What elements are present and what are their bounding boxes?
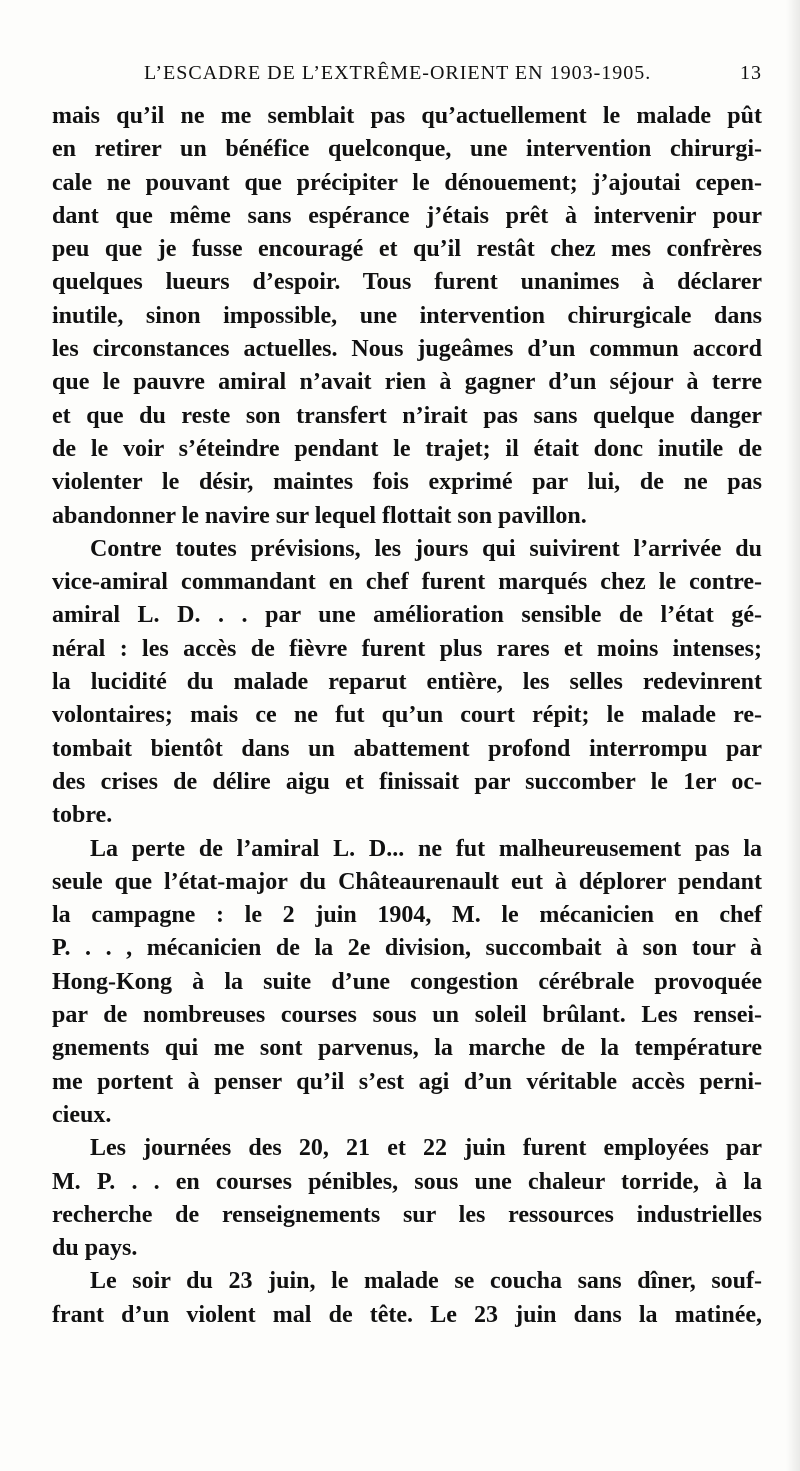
text-line: Le soir du 23 juin, le malade se coucha sans dîner, souf- <box>90 1268 762 1295</box>
text-line: peu que je fusse encouragé et qu’il restât chez mes confrères <box>52 236 762 263</box>
text-line: P. . . , mécanicien de la 2e division, succombait à son tour à <box>52 935 762 962</box>
text-line: seule que l’état-major du Châteaurenault eut à déplorer pendant <box>52 868 762 895</box>
text-line: des crises de délire aigu et finissait par succomber le 1er oc- <box>52 768 762 795</box>
text-line: les circonstances actuelles. Nous jugeâmes d’un commun accord <box>52 336 762 363</box>
running-title: L’ESCADRE DE L’EXTRÊME-ORIENT EN 1903-1905. <box>144 62 652 84</box>
text-line: Les journées des 20, 21 et 22 juin furent employées par <box>90 1135 762 1162</box>
text-line: mais qu’il ne me semblait pas qu’actuellement le malade pût <box>52 103 762 129</box>
text-line: amiral L. D. . . par une amélioration sensible de l’état gé- <box>52 602 762 629</box>
text-line: et que du reste son transfert n’irait pas sans quelque danger <box>52 402 762 429</box>
text-line: en retirer un bénéfice quelconque, une intervention chirurgi- <box>52 136 762 163</box>
page-edge-shadow <box>786 0 800 1471</box>
text-line: frant d’un violent mal de tête. Le 23 juin dans la matinée, <box>52 1301 762 1328</box>
text-line: Contre toutes prévisions, les jours qui suivirent l’arrivée du <box>90 535 762 562</box>
body-text <box>52 100 762 1332</box>
text-line: inutile, sinon impossible, une intervention chirurgicale dans <box>52 302 762 329</box>
text-line: quelques lueurs d’espoir. Tous furent unanimes à déclarer <box>52 269 762 296</box>
text-line: violenter le désir, maintes fois exprimé par lui, de ne pas <box>52 469 762 496</box>
text-line: la lucidité du malade reparut entière, les selles redevinrent <box>52 669 762 696</box>
text-line: cieux. <box>52 1101 112 1128</box>
text-line: tombait bientôt dans un abattement profond interrompu par <box>52 735 762 762</box>
text-line: recherche de renseignements sur les ressources industrielles <box>52 1201 762 1228</box>
text-line: La perte de l’amiral L. D... ne fut malheureusement pas la <box>90 835 762 862</box>
text-line: gnements qui me sont parvenus, la marche de la température <box>52 1035 762 1062</box>
text-line: de le voir s’éteindre pendant le trajet; il était donc inutile de <box>52 435 762 462</box>
text-line: volontaires; mais ce ne fut qu’un court répit; le malade re- <box>52 702 762 729</box>
text-line: dant que même sans espérance j’étais prêt à intervenir pour <box>52 202 762 229</box>
text-line: me portent à penser qu’il s’est agi d’un véritable accès perni- <box>52 1068 762 1095</box>
text-line: du pays. <box>52 1235 138 1262</box>
text-line: abandonner le navire sur lequel flottait son pavillon. <box>52 502 587 529</box>
page-number: 13 <box>740 62 762 84</box>
text-line: M. P. . . en courses pénibles, sous une chaleur torride, à la <box>52 1168 762 1195</box>
text-line: tobre. <box>52 802 113 829</box>
running-head <box>52 62 762 92</box>
text-line: que le pauvre amiral n’avait rien à gagner d’un séjour à terre <box>52 369 762 396</box>
text-line: la campagne : le 2 juin 1904, M. le mécanicien en chef <box>52 902 762 929</box>
text-line: cale ne pouvant que précipiter le dénouement; j’ajoutai cepen- <box>52 169 762 196</box>
text-line: Hong-Kong à la suite d’une congestion cérébrale provoquée <box>52 968 762 995</box>
text-line: vice-amiral commandant en chef furent marqués chez le contre- <box>52 569 762 596</box>
text-line: néral : les accès de fièvre furent plus rares et moins intenses; <box>52 635 762 662</box>
text-line: par de nombreuses courses sous un soleil brûlant. Les rensei- <box>52 1002 762 1029</box>
